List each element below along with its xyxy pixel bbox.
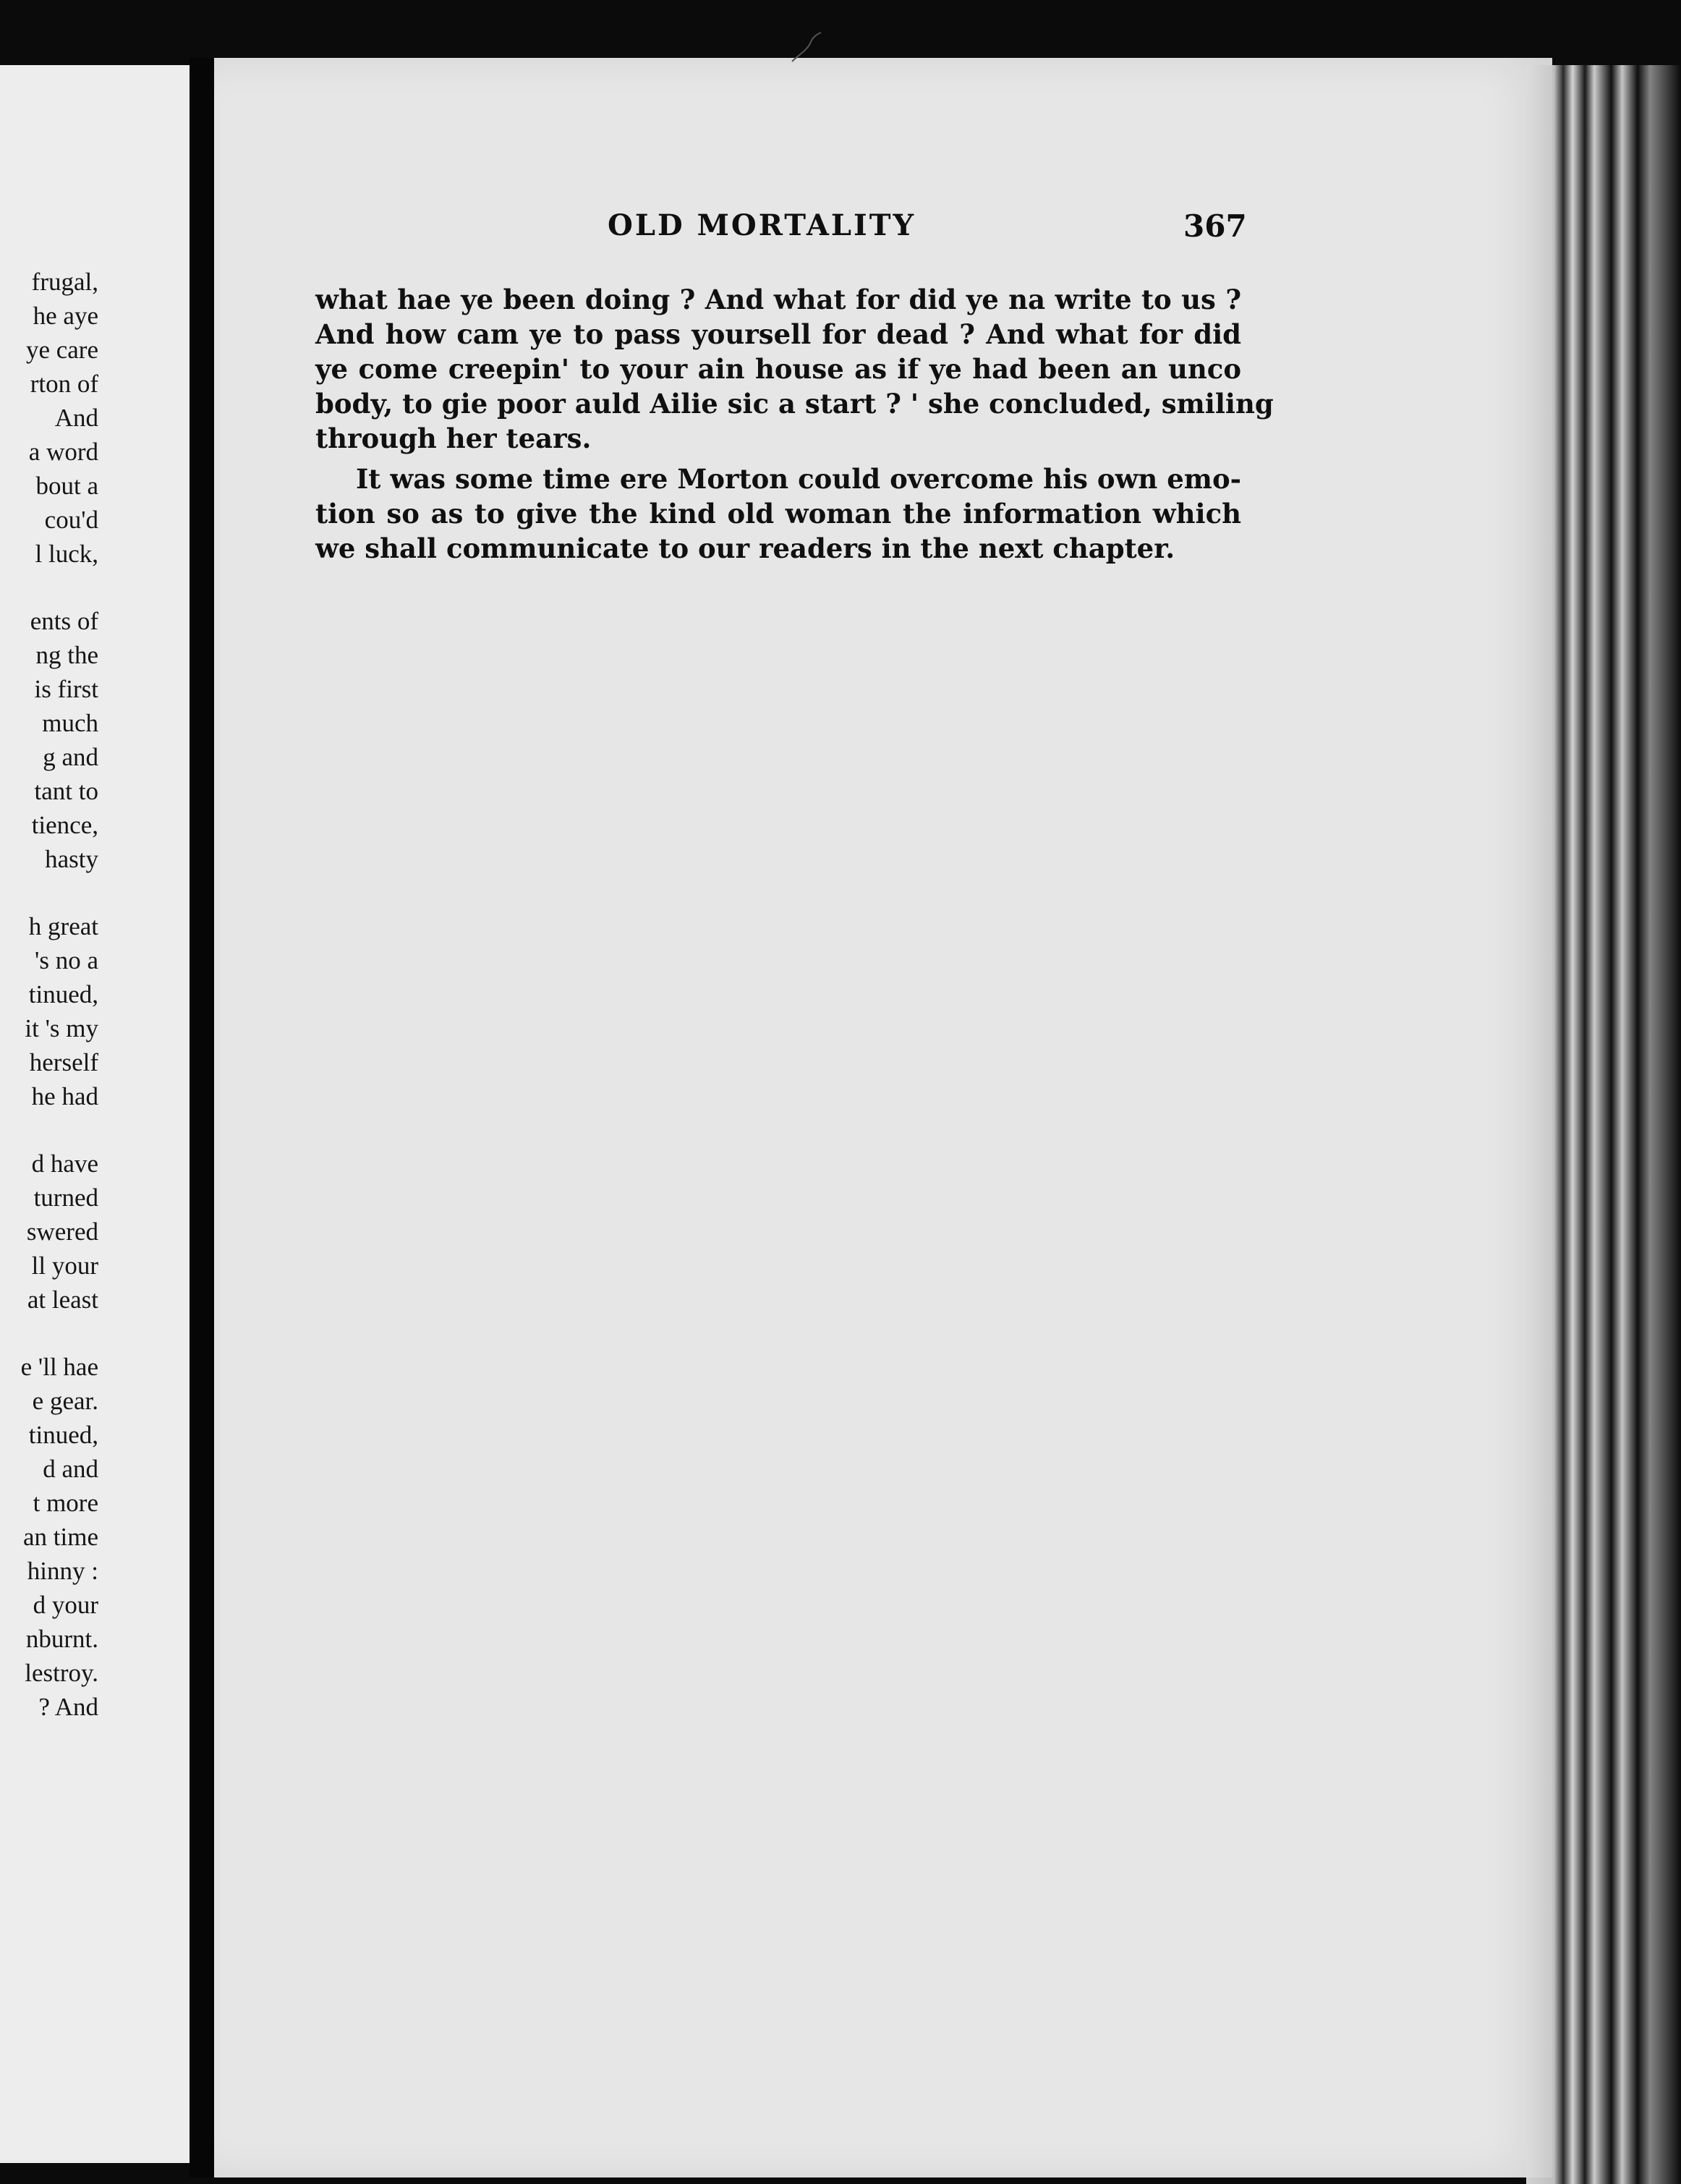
left-page-line: d have [31, 1150, 98, 1178]
left-page-line: g and [43, 743, 98, 771]
left-page-line: much [42, 709, 98, 737]
left-page-line: And [54, 404, 98, 432]
text-line: tion so as to give the kind old woman the information which [315, 498, 1241, 530]
text-line: body, to gie poor auld Ailie sic a start ? ' she concluded, smiling [315, 388, 1274, 420]
left-page-line: l luck, [35, 540, 98, 568]
left-page-line: an time [23, 1523, 98, 1551]
running-head: OLD MORTALITY [608, 208, 916, 242]
left-page-line: 's no a [35, 946, 98, 974]
left-page-line: hasty [45, 845, 98, 873]
text-line: It was some time ere Morton could overcome his own emo- [356, 463, 1241, 495]
left-page-line: tant to [34, 777, 98, 805]
page-edge [1526, 65, 1681, 2184]
left-page-line: nburnt. [25, 1625, 98, 1653]
text-line: ye come creepin' to your ain house as if ye had been an unco [315, 353, 1241, 385]
left-page-line: frugal, [31, 268, 98, 296]
left-page-line: is first [34, 675, 98, 703]
left-page-line: h great [28, 912, 98, 940]
page-number: 367 [1183, 208, 1247, 244]
left-page-line: a word [28, 438, 98, 466]
left-page-line: tinued, [28, 980, 98, 1008]
left-page-line: at least [27, 1286, 98, 1314]
left-page-line: e 'll hae [20, 1353, 98, 1381]
left-page-line: ye care [25, 336, 98, 364]
stray-thread-mark [788, 29, 825, 65]
left-page-line: he aye [33, 302, 98, 330]
text-line: what hae ye been doing ? And what for did ye na write to us ? [315, 284, 1241, 315]
left-page-line: ? And [38, 1693, 98, 1721]
left-page-line: lestroy. [25, 1659, 98, 1687]
left-page-line: t more [33, 1489, 98, 1517]
left-page-line: d your [33, 1591, 98, 1619]
left-page-line: cou'd [44, 506, 98, 534]
text-line: we shall communicate to our readers in the next chapter. [315, 532, 1175, 564]
left-page-line: d and [43, 1455, 98, 1483]
left-page-line: hinny : [27, 1557, 98, 1585]
left-page-line: ng the [35, 641, 98, 669]
left-page [0, 65, 190, 2163]
text-line: And how cam ye to pass yoursell for dead ? And what for did [315, 318, 1241, 350]
left-page-line: tinued, [28, 1421, 98, 1449]
left-page-line: tience, [31, 811, 98, 839]
left-page-line: it 's my [25, 1014, 98, 1042]
left-page-line: herself [29, 1048, 98, 1076]
left-page-line: swered [26, 1218, 98, 1246]
text-line: through her tears. [315, 422, 592, 454]
left-page-line: e gear. [32, 1387, 98, 1415]
left-page-line: he had [31, 1082, 98, 1110]
book-gutter [190, 58, 216, 2177]
left-page-line: turned [33, 1184, 98, 1212]
left-page-line: rton of [30, 370, 98, 398]
left-page-line: bout a [35, 472, 98, 500]
left-page-line: ll your [31, 1252, 98, 1280]
left-page-line: ents of [30, 607, 98, 635]
